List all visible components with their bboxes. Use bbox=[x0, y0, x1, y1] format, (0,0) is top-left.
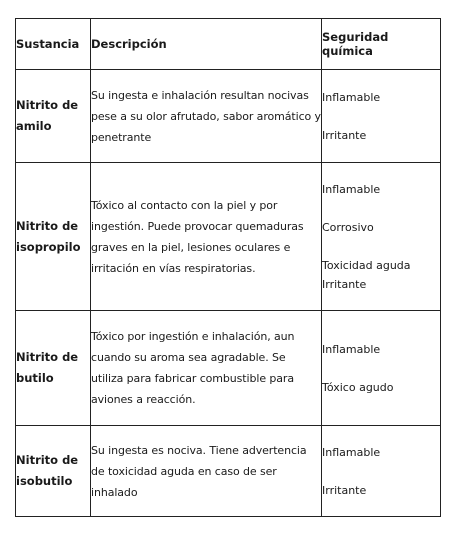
substance-description: Tóxico por ingestión e inhalación, aun cuando su aroma sea agradable. Se utiliza para fabricar combustible para aviones a reacción. bbox=[91, 311, 322, 426]
safety-item: Tóxico agudo bbox=[322, 380, 394, 394]
substances-table bbox=[15, 18, 441, 517]
safety-item: Inflamable bbox=[322, 90, 381, 104]
substance-description: Tóxico al contacto con la piel y por ingestión. Puede provocar quemaduras graves en la piel, lesiones oculares e irritación en vías respiratorias. bbox=[91, 163, 322, 311]
table-row bbox=[16, 163, 441, 311]
safety-cell bbox=[322, 311, 441, 426]
substance-name: Nitrito de isobutilo bbox=[16, 426, 91, 517]
table-row bbox=[16, 426, 441, 517]
substance-name: Nitrito de butilo bbox=[16, 311, 91, 426]
safety-item: Irritante bbox=[322, 128, 367, 142]
safety-item: Corrosivo bbox=[322, 220, 374, 234]
safety-item: Inflamable bbox=[322, 445, 381, 459]
safety-cell bbox=[322, 163, 441, 311]
table-header-row bbox=[16, 19, 441, 70]
substance-name: Nitrito de amilo bbox=[16, 70, 91, 163]
header-description: Descripción bbox=[91, 19, 322, 70]
table-row bbox=[16, 311, 441, 426]
header-chemical-safety: Seguridad química bbox=[322, 19, 441, 70]
table-row bbox=[16, 70, 441, 163]
safety-item: Inflamable bbox=[322, 342, 381, 356]
safety-cell bbox=[322, 426, 441, 517]
safety-item: Inflamable bbox=[322, 182, 381, 196]
substance-name: Nitrito de isopropilo bbox=[16, 163, 91, 311]
safety-item: Irritante bbox=[322, 483, 367, 497]
safety-item: Toxicidad aguda bbox=[322, 258, 411, 272]
substance-description: Su ingesta es nociva. Tiene advertencia de toxicidad aguda en caso de ser inhalado bbox=[91, 426, 322, 517]
substance-description: Su ingesta e inhalación resultan nocivas pese a su olor afrutado, sabor aromático y penetrante bbox=[91, 70, 322, 163]
safety-item: Irritante bbox=[322, 277, 367, 291]
header-substance: Sustancia bbox=[16, 19, 91, 70]
safety-cell bbox=[322, 70, 441, 163]
